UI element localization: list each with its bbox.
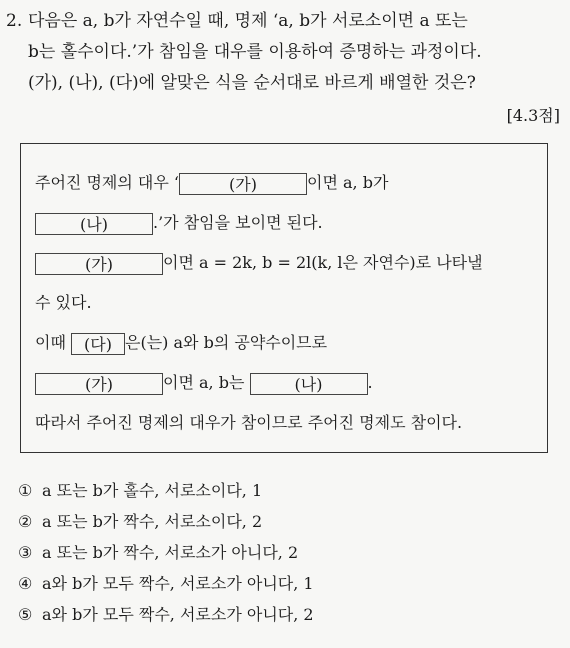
proof-row-1: 주어진 명제의 대우 ‘ (가) 이면 a, b가 — [35, 173, 389, 194]
blank-ga: (가) — [35, 373, 163, 395]
blank-da: (다) — [71, 333, 125, 355]
question-number: 2. — [6, 11, 23, 31]
proof-row-7: 따라서 주어진 명제의 대우가 참이므로 주어진 명제도 참이다. — [35, 413, 463, 432]
question-line-1: 2. 다음은 a, b가 자연수일 때, 명제 ‘a, b가 서로소이면 a 또는 — [6, 6, 562, 37]
choice-1[interactable]: ① a 또는 b가 홀수, 서로소이다, 1 — [18, 481, 263, 500]
proof-box — [20, 143, 548, 453]
answer-choices — [18, 475, 314, 630]
points-label: [4.3점] — [506, 106, 560, 125]
choice-4[interactable]: ④ a와 b가 모두 짝수, 서로소가 아니다, 1 — [18, 574, 314, 593]
question-line-2: b는 홀수이다.’가 참임을 대우를 이용하여 증명하는 과정이다. — [28, 42, 482, 62]
proof-row-2: (나) .’가 참임을 보이면 된다. — [35, 210, 323, 235]
blank-na: (나) — [250, 373, 368, 395]
blank-ga: (가) — [35, 253, 163, 275]
proof-row-5: 이때 (다) 은(는) a와 b의 공약수이므로 — [35, 333, 328, 354]
choice-3[interactable]: ③ a 또는 b가 짝수, 서로소가 아니다, 2 — [18, 543, 299, 562]
blank-na: (나) — [35, 213, 153, 235]
choice-5[interactable]: ⑤ a와 b가 모두 짝수, 서로소가 아니다, 2 — [18, 605, 314, 624]
blank-ga: (가) — [179, 173, 307, 195]
proof-row-6: (가) 이면 a, b는 (나) . — [35, 370, 373, 395]
proof-row-4: 수 있다. — [35, 293, 92, 312]
proof-row-3: (가) 이면 a = 2k, b = 2l(k, l은 자연수)로 나타낼 — [35, 250, 483, 275]
question-line-3: (가), (나), (다)에 알맞은 식을 순서대로 바르게 배열한 것은? — [28, 73, 476, 93]
question-stem — [6, 6, 562, 99]
choice-2[interactable]: ② a 또는 b가 짝수, 서로소이다, 2 — [18, 512, 263, 531]
